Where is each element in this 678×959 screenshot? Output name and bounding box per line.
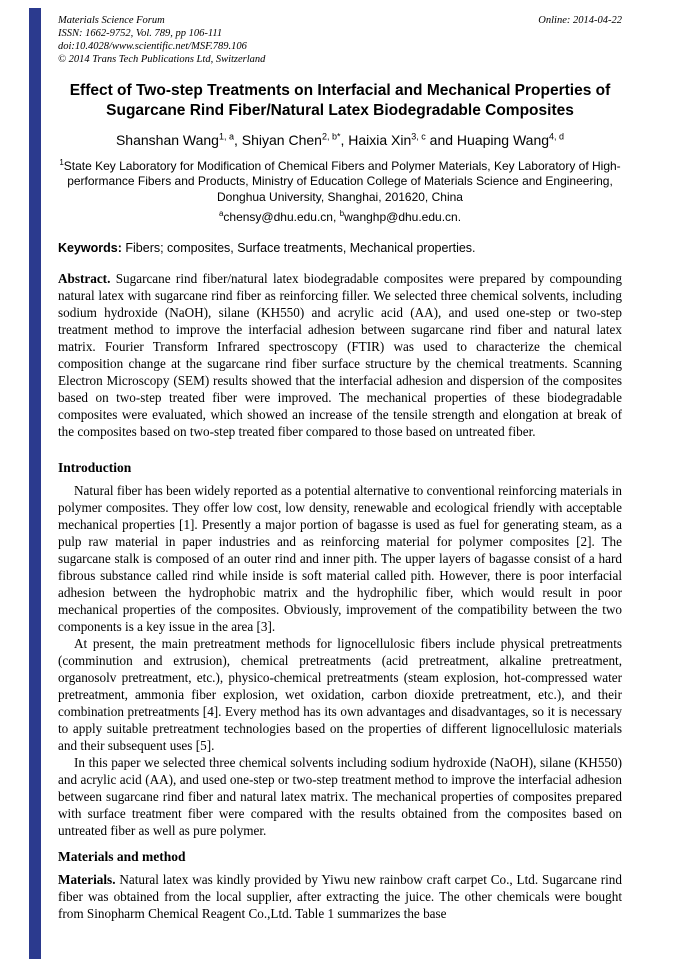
abstract-paragraph [58,270,622,440]
email-1: chensy@dhu.edu.cn, [223,210,340,225]
author-2-superscript: 2, b* [321,131,341,141]
author-separator: , [340,131,349,148]
publication-info [58,14,265,66]
affiliation-text: State Key Laboratory for Modification of Chemical Fibers and Polymer Materials, Key Laboratory of High-performance Fibers and Products, Ministry of Education College of Materials Science and Engineering, Donghua University, Shanghai, 201620, China [63,158,621,204]
email-1-superscript: a [218,209,224,219]
abstract-label: Abstract. [58,271,111,287]
author-4-name: Huaping Wang [456,131,550,148]
online-date: Online: 2014-04-22 [538,15,622,26]
materials-lead: Materials. [58,872,116,888]
affiliation-superscript: 1 [59,157,64,167]
author-1 [116,132,242,148]
author-4-superscript: 4, d [549,131,565,141]
doi-line: doi:10.4028/www.scientific.net/MSF.789.106 [58,41,247,52]
author-2-name: Shiyan Chen [241,131,322,148]
emails-line [58,209,622,224]
keywords-text: Fibers; composites, Surface treatments, Mechanical properties. [121,241,476,256]
author-4 [457,132,564,148]
author-3 [348,132,457,148]
authors-line [58,131,622,148]
author-3-name: Haixia Xin [348,131,412,148]
keywords-line [58,241,622,255]
email-2-superscript: b [339,209,345,219]
author-2 [242,132,348,148]
author-3-superscript: 3, c [411,131,426,141]
affiliation [58,155,622,206]
materials-paragraph [58,871,622,922]
section-heading-materials: Materials and method [58,849,186,865]
section-heading-introduction: Introduction [58,460,132,476]
publication-header [58,14,622,66]
author-separator: and [425,131,457,148]
keywords-label: Keywords: [58,241,122,256]
author-separator: , [233,131,242,148]
introduction-paragraph-2: At present, the main pretreatment methods for lignocellulosic fibers include physical pretreatments (comminution and extrusion), chemical pretreatments (acid pretreatment, alkaline pretreatment, organosolv pretreatment, etc.), physico-chemical pretreatments (steam explosion, hot-compressed water pretreatment, ammonia fiber explosion, wet oxidation, carbon dioxide pretreatment, etc.), and their combination pretreatments [4]. Every method has its own advantages and disadvantages, so it is necessary to apply suitable pretreatment technologies based on the properties of different lignocellulosic materials and their subsequent uses [5]. [58,636,622,754]
introduction-paragraph-3: In this paper we selected three chemical solvents including sodium hydroxide (NaOH), silane (KH550) and acrylic acid (AA), and used one-step or two-step treatment method to improve the interfacial adhesion between sugarcane rind fiber and natural latex matrix. The mechanical properties of composites prepared with surface treatment fiber were compared with the results obtained from the composites based on untreated fiber as well as pure polymer. [58,755,622,839]
journal-name: Materials Science Forum [58,15,165,26]
author-1-name: Shanshan Wang [115,131,219,148]
paper-title: Effect of Two-step Treatments on Interfacial and Mechanical Properties of Sugarcane Rind Fiber/Natural Latex Biodegradable Composites [69,82,611,119]
author-1-superscript: 1, a [218,131,234,141]
materials-text: Natural latex was kindly provided by Yiwu new rainbow craft carpet Co., Ltd. Sugarcane rind fiber was obtained from the local supplier, after extracting the juice. The other chemicals were bought from Sinopharm Chemical Reagent Co.,Ltd. Table 1 summarizes the base [58,872,622,922]
introduction-paragraph-1: Natural fiber has been widely reported as a potential alternative to conventional reinforcing materials in polymer composites. They offer low cost, low density, renewable and ecological friendly with acceptable mechanical properties [1]. Presently a major portion of bagasse is used as fuel for generating steam, as a pulp raw material in paper industries and as reinforcing material for polymer composites [2]. The sugarcane stalk is composed of an outer rind and inner pith. The upper layers of bagasse consist of a hard fibrous substance called rind while inside is soft material called pith. However, there is poor interfacial adhesion between the hydrophobic matrix and the hydrophilic fiber, which would result in poor mechanical properties of the composites. Obviously, improvement of the compatibility between the two components is a key issue in the area [3]. [58,483,622,635]
email-2: wanghp@dhu.edu.cn. [344,210,462,225]
copyright-line: © 2014 Trans Tech Publications Ltd, Switzerland [58,54,266,65]
page-content [58,14,622,922]
abstract-text: Sugarcane rind fiber/natural latex biodegradable composites were prepared by compounding natural latex with sugarcane rind fiber as reinforcing filler. We selected three chemical solvents, including sodium hydroxide (NaOH), silane (KH550) and acrylic acid (AA), and used one-step or two-step treatment method to improve the interfacial adhesion between sugarcane rind fiber and natural latex matrix. Fourier Transform Infrared spectroscopy (FTIR) was used to characterize the chemical composition change at the sugarcane rind fiber surface structure by the chemical treatments. Scanning Electron Microscopy (SEM) results showed that the interfacial adhesion and dispersion of the composites based on two-step treated fiber were improved. The mechanical properties of these biodegradable composites were evaluated, which showed an increase of the tensile strength and elongation at break of the composites based on two-step treated fiber compared to those based on untreated fiber. [58,271,622,440]
issn-line: ISSN: 1662-9752, Vol. 789, pp 106-111 [58,28,223,39]
left-accent-bar [29,8,41,959]
